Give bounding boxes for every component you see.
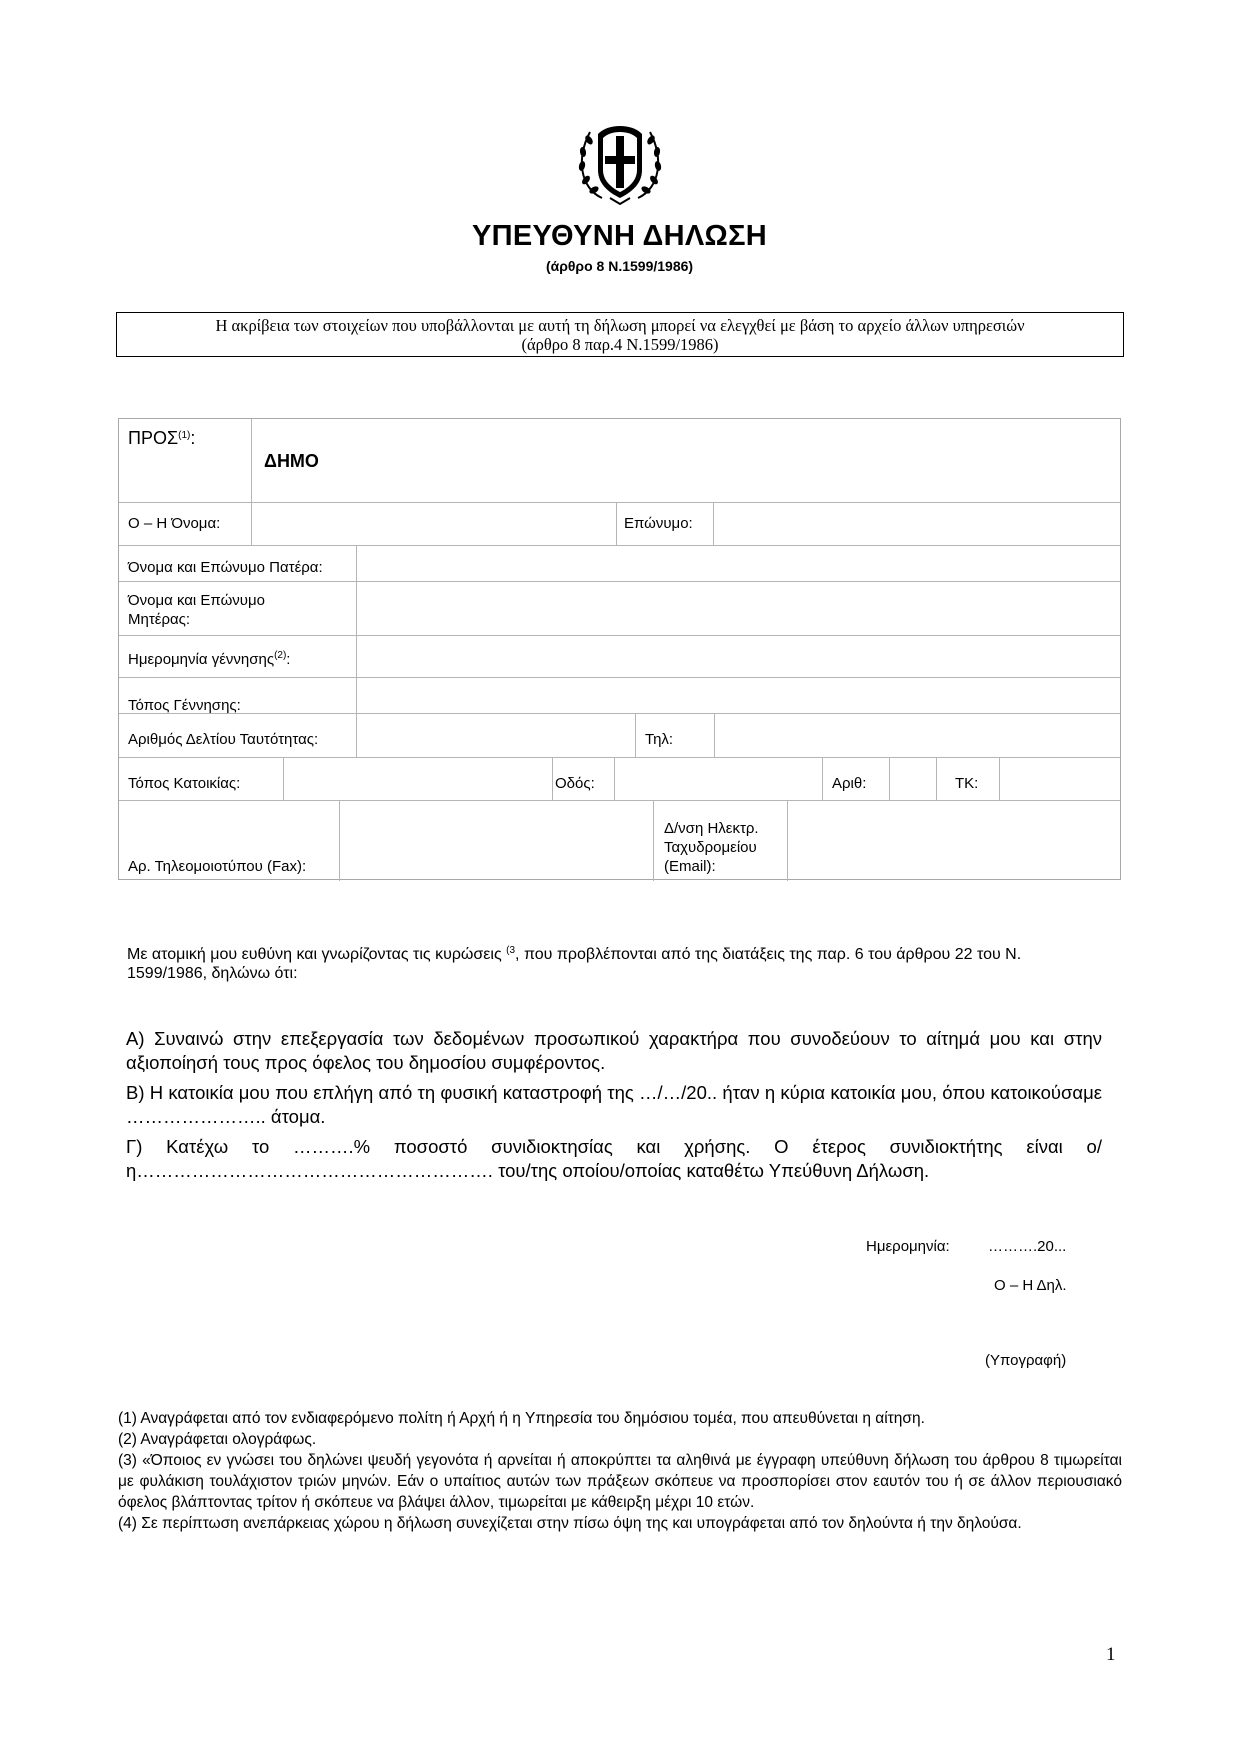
date-field[interactable]: ……….20... (988, 1238, 1067, 1255)
street-number-label: Αριθ: (832, 775, 867, 792)
footnote-1: (1) Αναγράφεται από τον ενδιαφερόμενο πολίτη ή Αρχή ή η Υπηρεσία του δημόσιου τομέα, που απευθύνεται η αίτηση. (118, 1410, 925, 1427)
birth-date-field[interactable] (358, 636, 1118, 676)
mother-name-label: Όνομα και Επώνυμο Μητέρας: (128, 592, 265, 628)
email-label: Δ/νση Ηλεκτρ. Ταχυδρομείου (Email): (664, 820, 759, 875)
footnotes (118, 1408, 1122, 1534)
surname-field[interactable] (715, 503, 1119, 544)
statement-a: Α) Συναινώ στην επεξεργασία των δεδομένων προσωπικού χαρακτήρα που συνοδεύουν το αίτημά μου και στην αξιοποίησή τους προς όφελος του δημοσίου συμφέροντος. (126, 1028, 1102, 1073)
signature-label: (Υπογραφή) (985, 1352, 1067, 1369)
residence-field[interactable] (285, 758, 551, 799)
id-number-field[interactable] (358, 714, 634, 756)
postcode-field[interactable] (1001, 758, 1119, 799)
document-title: ΥΠΕΥΘΥΝΗ ΔΗΛΩΣΗ (471, 220, 768, 252)
birth-place-label: Τόπος Γέννησης: (128, 697, 241, 714)
street-field[interactable] (616, 758, 821, 799)
phone-field[interactable] (716, 714, 1118, 756)
mother-name-field[interactable] (358, 582, 1118, 634)
notice-line-1: Η ακρίβεια των στοιχείων που υποβάλλονται με αυτή τη δήλωση μπορεί να ελεγχθεί με βάση το αρχείο άλλων υπηρεσιών (215, 316, 1025, 335)
page-number: 1 (1106, 1644, 1116, 1665)
surname-label: Επώνυμο: (624, 515, 693, 532)
declaration-intro: Με ατομική μου ευθύνη και γνωρίζοντας τις κυρώσεις $^{(3}$, που προβλέπονται από της διατάξεις της παρ. 6 του άρθρου 22 του Ν. 1599/1986, δηλώνω ότι: (127, 945, 1022, 982)
date-label: Ημερομηνία: (866, 1238, 950, 1255)
email-field[interactable] (789, 801, 1119, 880)
father-name-label: Όνομα και Επώνυμο Πατέρα: (128, 559, 323, 576)
to-field[interactable]: ΔΗΜΟ (264, 451, 319, 471)
first-name-field[interactable] (253, 503, 615, 544)
fax-field[interactable] (341, 801, 652, 880)
statement-c: Γ) Κατέχω το ……….% ποσοστό συνιδιοκτησίας και χρήσης. Ο έτερος συνιδιοκτήτης είναι ο/η…………………………………………………. του/της οποίου/οποίας καταθέτω Υπεύθυνη Δήλωση. (126, 1136, 1102, 1181)
street-number-field[interactable] (891, 758, 935, 799)
coat-of-arms-icon (572, 118, 668, 206)
fax-label: Αρ. Τηλεομοιοτύπου (Fax): (128, 858, 307, 875)
declarant-label: Ο – Η Δηλ. (994, 1277, 1067, 1294)
footnote-4: (4) Σε περίπτωση ανεπάρκειας χώρου η δήλωση συνεχίζεται στην πίσω όψη της και υπογράφεται από τον δηλούντα ή την δηλούσα. (118, 1515, 1022, 1532)
accuracy-notice-box (116, 312, 1124, 357)
father-name-field[interactable] (358, 546, 1118, 580)
statement-b: Β) Η κατοικία μου που επλήγη από τη φυσική καταστροφή της …/…/20.. ήταν η κύρια κατοικία μου, όπου κατοικούσαμε ………………….. άτομα. (126, 1082, 1102, 1127)
street-label: Οδός: (555, 775, 595, 792)
footnote-3: (3) «Όποιος εν γνώσει του δηλώνει ψευδή γεγονότα ή αρνείται ή αποκρύπτει τα αληθινά με έγγραφη υπεύθυνη δήλωση του άρθρου 8 τιμωρείται με φυλάκιση τουλάχιστον τριών μηνών. Εάν ο υπαίτιος αυτών των πράξεων σκόπευε να προσπορίσει στον εαυτόν του ή σε άλλον περιουσιακό όφελος βλάπτοντας τρίτον ή σκόπευε να βλάψει άλλον, τιμωρείται με κάθειρξη μέχρι 10 ετών. (118, 1452, 1122, 1511)
id-number-label: Αριθμός Δελτίου Ταυτότητας: (128, 731, 319, 748)
phone-label: Τηλ: (645, 731, 674, 748)
notice-line-2: (άρθρο 8 παρ.4 Ν.1599/1986) (521, 335, 719, 354)
personal-details-table (118, 418, 1121, 880)
footnote-2: (2) Αναγράφεται ολογράφως. (118, 1431, 317, 1448)
postcode-label: ΤΚ: (955, 775, 979, 792)
residence-label: Τόπος Κατοικίας: (128, 775, 241, 792)
to-label: ΠΡΟΣ$^{(1)}$: (128, 428, 196, 448)
document-subtitle: (άρθρο 8 Ν.1599/1986) (545, 258, 694, 274)
birth-place-field[interactable] (358, 678, 1118, 712)
first-name-label: Ο – Η Όνομα: (128, 515, 221, 532)
birth-date-label: Ημερομηνία γέννησης$^{(2)}$: (128, 650, 291, 668)
